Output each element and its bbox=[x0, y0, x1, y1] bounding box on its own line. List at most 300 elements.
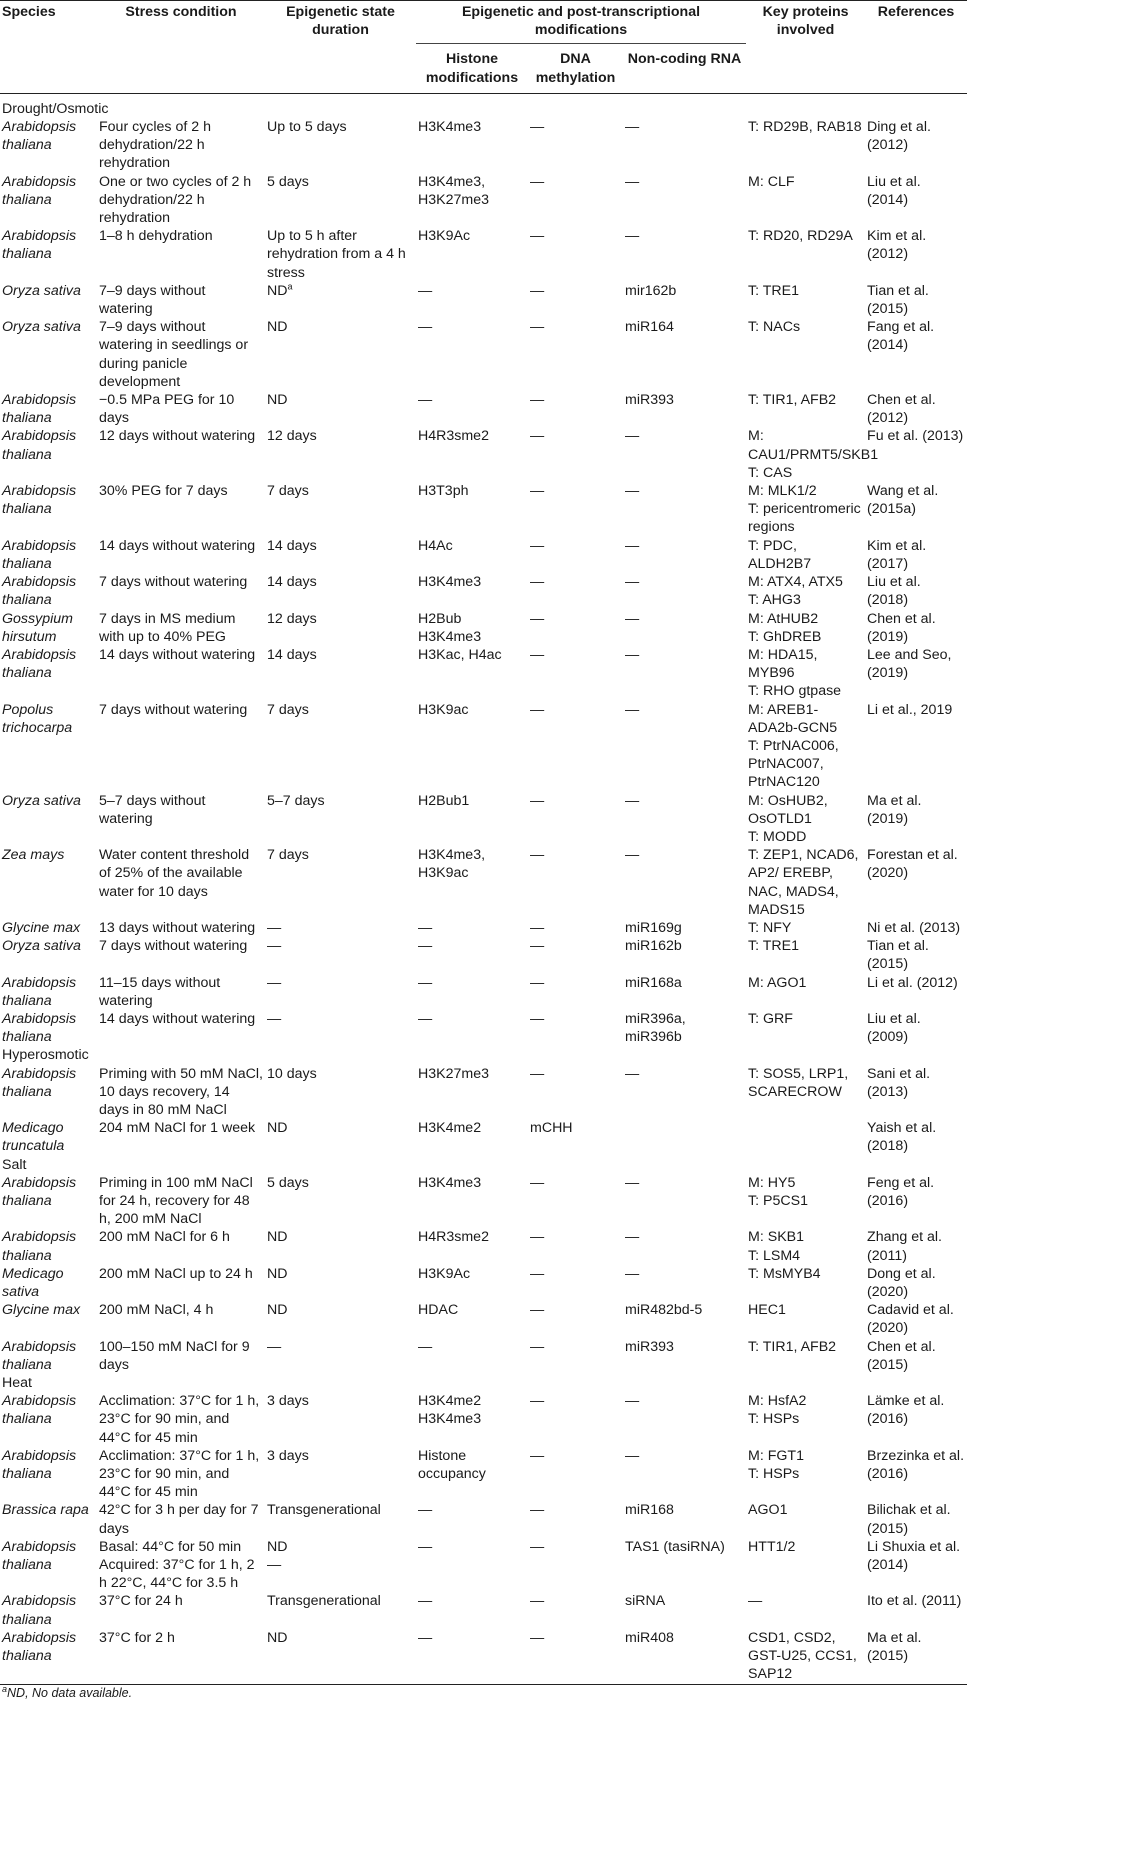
proteins-cell-text: M: ATX4, ATX5 T: AHG3 bbox=[748, 574, 843, 609]
reference-cell-text: Sani et al. (2013) bbox=[867, 1065, 931, 1100]
reference-cell-text: Forestan et al. (2020) bbox=[867, 847, 958, 882]
species-cell bbox=[0, 701, 97, 792]
proteins-cell bbox=[746, 1392, 865, 1447]
proteins-cell-text: M: MLK1/2 T: pericentromeric regions bbox=[748, 483, 861, 536]
proteins-cell bbox=[746, 118, 865, 173]
reference-cell bbox=[865, 1065, 967, 1120]
ncrna-cell bbox=[623, 1228, 746, 1264]
duration-cell-text: ND bbox=[267, 319, 288, 336]
species-cell bbox=[0, 173, 97, 228]
table-row bbox=[0, 846, 967, 919]
reference-cell bbox=[865, 1174, 967, 1229]
section-row bbox=[0, 93, 967, 118]
species-cell bbox=[0, 573, 97, 609]
proteins-cell bbox=[746, 701, 865, 792]
stress-cell-text: Four cycles of 2 h dehydration/22 h rehydration bbox=[99, 119, 211, 172]
ncrna-cell-text: miR393 bbox=[625, 1338, 674, 1355]
histone-cell-text: H2Bub1 bbox=[418, 792, 470, 809]
duration-cell-text: ND bbox=[267, 1120, 288, 1137]
histone-cell-text: — bbox=[418, 1338, 433, 1355]
duration-cell-text: 10 days bbox=[267, 1065, 317, 1082]
dna-cell bbox=[528, 919, 623, 937]
stress-cell bbox=[97, 937, 265, 973]
stress-cell-text: 7 days in MS medium with up to 40% PEG bbox=[99, 610, 236, 645]
ncrna-cell-text: — bbox=[625, 1065, 640, 1082]
dna-cell bbox=[528, 1174, 623, 1229]
ncrna-cell bbox=[623, 1538, 746, 1593]
dna-cell bbox=[528, 1392, 623, 1447]
histone-cell bbox=[416, 1010, 528, 1046]
proteins-cell bbox=[746, 610, 865, 646]
section-row bbox=[0, 1156, 967, 1174]
reference-cell-text: Kim et al. (2017) bbox=[867, 537, 927, 572]
histone-cell-text: H3K4me3 bbox=[418, 574, 482, 591]
ncrna-cell-text: miR168a bbox=[625, 974, 682, 991]
duration-cell bbox=[265, 1538, 416, 1593]
species-cell-text: Arabidopsis thaliana bbox=[2, 173, 77, 208]
table-row bbox=[0, 391, 967, 427]
reference-cell bbox=[865, 1265, 967, 1301]
species-cell-text: Arabidopsis thaliana bbox=[2, 537, 77, 572]
dna-cell-text: — bbox=[530, 1393, 545, 1410]
stress-cell-text: 12 days without watering bbox=[99, 428, 256, 445]
stress-cell-text: One or two cycles of 2 h dehydration/22 h rehydration bbox=[99, 173, 252, 227]
dna-cell bbox=[528, 1447, 623, 1502]
ncrna-cell bbox=[623, 1629, 746, 1685]
proteins-cell-text: T: RD29B, RAB18 bbox=[748, 119, 862, 136]
table-row bbox=[0, 1592, 967, 1628]
proteins-cell bbox=[746, 646, 865, 701]
species-cell bbox=[0, 427, 97, 482]
table-row bbox=[0, 1629, 967, 1685]
proteins-cell-text: T: NACs bbox=[748, 319, 801, 336]
dna-cell bbox=[528, 1501, 623, 1537]
dna-cell-text: — bbox=[530, 228, 545, 245]
histone-cell bbox=[416, 391, 528, 427]
histone-cell bbox=[416, 974, 528, 1010]
ncrna-cell-text: — bbox=[625, 574, 640, 591]
histone-cell bbox=[416, 1265, 528, 1301]
dna-cell bbox=[528, 1538, 623, 1593]
reference-cell bbox=[865, 537, 967, 573]
dna-cell bbox=[528, 1592, 623, 1628]
table-row bbox=[0, 937, 967, 973]
reference-cell bbox=[865, 282, 967, 318]
section-title: Drought/Osmotic bbox=[2, 100, 109, 117]
ncrna-cell-text: — bbox=[625, 537, 640, 554]
stress-cell bbox=[97, 318, 265, 391]
reference-cell-text: Dong et al. (2020) bbox=[867, 1265, 936, 1301]
proteins-cell bbox=[746, 1447, 865, 1502]
col-proteins-header: Key proteins involved bbox=[762, 4, 849, 39]
footnote bbox=[0, 1685, 967, 1700]
dna-cell-text: — bbox=[530, 319, 545, 336]
dna-cell-text: — bbox=[530, 1629, 545, 1646]
table-row bbox=[0, 1228, 967, 1264]
histone-cell bbox=[416, 646, 528, 701]
reference-cell-text: Liu et al. (2009) bbox=[867, 1010, 921, 1046]
species-cell-text: Oryza sativa bbox=[2, 319, 81, 336]
species-cell-text: Arabidopsis thaliana bbox=[2, 574, 77, 609]
histone-cell bbox=[416, 1592, 528, 1628]
section-row bbox=[0, 1374, 967, 1392]
reference-cell-text: Feng et al. (2016) bbox=[867, 1174, 935, 1209]
species-cell bbox=[0, 1010, 97, 1046]
proteins-cell-text: CSD1, CSD2, GST-U25, CCS1, SAP12 bbox=[748, 1629, 857, 1683]
histone-cell-text: H3K9Ac bbox=[418, 228, 471, 245]
duration-cell bbox=[265, 792, 416, 847]
ncrna-cell bbox=[623, 1010, 746, 1046]
histone-cell bbox=[416, 537, 528, 573]
duration-cell-text: 7 days bbox=[267, 847, 309, 864]
histone-cell bbox=[416, 919, 528, 937]
species-cell-text: Arabidopsis thaliana bbox=[2, 1538, 77, 1574]
duration-cell-text: ND bbox=[267, 282, 288, 299]
species-cell-text: Arabidopsis thaliana bbox=[2, 483, 77, 518]
histone-cell bbox=[416, 118, 528, 173]
dna-cell bbox=[528, 482, 623, 537]
stress-cell-text: 37°C for 24 h bbox=[99, 1593, 183, 1610]
species-cell-text: Arabidopsis thaliana bbox=[2, 1393, 77, 1428]
species-cell-text: Medicago truncatula bbox=[2, 1120, 65, 1155]
species-cell-text: Brassica rapa bbox=[2, 1502, 89, 1519]
species-cell-text: Oryza sativa bbox=[2, 938, 81, 955]
reference-cell-text: Kim et al. (2012) bbox=[867, 228, 927, 263]
table-row bbox=[0, 1338, 967, 1374]
species-cell bbox=[0, 1392, 97, 1447]
dna-cell-text: — bbox=[530, 1229, 545, 1246]
species-cell-text: Arabidopsis thaliana bbox=[2, 646, 77, 682]
dna-cell-text: — bbox=[530, 792, 545, 809]
proteins-cell-text: T: TRE1 bbox=[748, 282, 800, 299]
histone-cell bbox=[416, 1538, 528, 1593]
reference-cell bbox=[865, 974, 967, 1010]
dna-cell-text: — bbox=[530, 574, 545, 591]
species-cell bbox=[0, 1501, 97, 1537]
ncrna-cell bbox=[623, 318, 746, 391]
dna-cell bbox=[528, 1119, 623, 1155]
reference-cell-text: Zhang et al. (2011) bbox=[867, 1229, 942, 1264]
duration-cell-text: Up to 5 days bbox=[267, 119, 347, 136]
duration-cell-text: ND bbox=[267, 392, 288, 409]
histone-cell-text: — bbox=[418, 1593, 433, 1610]
histone-cell-text: — bbox=[418, 319, 433, 336]
reference-cell-text: Chen et al. (2015) bbox=[867, 1338, 936, 1373]
duration-cell bbox=[265, 1447, 416, 1502]
dna-cell-text: — bbox=[530, 1593, 545, 1610]
duration-cell bbox=[265, 610, 416, 646]
proteins-cell-text: M: OsHUB2, OsOTLD1 T: MODD bbox=[748, 792, 828, 845]
ncrna-cell-text: miR393 bbox=[625, 392, 674, 409]
histone-cell-text: — bbox=[418, 919, 433, 936]
histone-cell bbox=[416, 1392, 528, 1447]
ncrna-cell bbox=[623, 846, 746, 919]
species-cell-text: Arabidopsis thaliana bbox=[2, 1338, 77, 1373]
reference-cell-text: Brzezinka et al. (2016) bbox=[867, 1447, 965, 1483]
dna-cell bbox=[528, 1065, 623, 1120]
col-group-header: Epigenetic and post-transcriptional modifications bbox=[416, 1, 746, 44]
reference-cell bbox=[865, 573, 967, 609]
reference-cell-text: Cadavid et al. (2020) bbox=[867, 1302, 954, 1337]
section-title: Hyperosmotic bbox=[2, 1047, 89, 1064]
species-cell bbox=[0, 610, 97, 646]
duration-cell-text: 5 days bbox=[267, 173, 309, 190]
duration-cell bbox=[265, 846, 416, 919]
ncrna-cell bbox=[623, 1338, 746, 1374]
reference-cell-text: Liu et al. (2018) bbox=[867, 574, 921, 609]
table-row bbox=[0, 610, 967, 646]
reference-cell bbox=[865, 391, 967, 427]
ncrna-cell bbox=[623, 1592, 746, 1628]
dna-cell-text: — bbox=[530, 938, 545, 955]
proteins-cell-text: HTT1/2 bbox=[748, 1538, 796, 1555]
dna-cell-text: — bbox=[530, 610, 545, 627]
dna-cell-text: — bbox=[530, 428, 545, 445]
proteins-cell bbox=[746, 792, 865, 847]
histone-cell bbox=[416, 1065, 528, 1120]
ncrna-cell bbox=[623, 646, 746, 701]
dna-cell bbox=[528, 1629, 623, 1685]
stress-cell bbox=[97, 792, 265, 847]
reference-cell-text: Ma et al. (2019) bbox=[867, 792, 922, 827]
stress-cell-text: 14 days without watering bbox=[99, 537, 256, 554]
reference-cell-text: Wang et al. (2015a) bbox=[867, 483, 939, 518]
ncrna-cell bbox=[623, 937, 746, 973]
species-cell-text: Arabidopsis thaliana bbox=[2, 1593, 77, 1628]
reference-cell bbox=[865, 937, 967, 973]
stress-cell-text: 42°C for 3 h per day for 7 days bbox=[99, 1502, 259, 1537]
duration-cell bbox=[265, 1501, 416, 1537]
histone-cell-text: H3Kac, H4ac bbox=[418, 646, 502, 663]
stress-cell-text: 30% PEG for 7 days bbox=[99, 483, 228, 500]
reference-cell bbox=[865, 1538, 967, 1593]
duration-cell-text: 14 days bbox=[267, 537, 317, 554]
ncrna-cell-text: — bbox=[625, 701, 640, 718]
histone-cell-text: — bbox=[418, 1538, 433, 1555]
footnote-mark: a bbox=[2, 1684, 8, 1695]
dna-cell bbox=[528, 427, 623, 482]
ncrna-cell-text: miR162b bbox=[625, 938, 682, 955]
ncrna-cell-text: — bbox=[625, 1229, 640, 1246]
species-cell bbox=[0, 482, 97, 537]
col-species-header: Species bbox=[2, 4, 56, 20]
stress-cell-text: 7–9 days without watering in seedlings or during panicle development bbox=[99, 319, 249, 390]
species-cell bbox=[0, 974, 97, 1010]
duration-cell-text: 12 days bbox=[267, 610, 317, 627]
ncrna-cell-text: — bbox=[625, 119, 640, 136]
duration-cell bbox=[265, 974, 416, 1010]
ncrna-cell bbox=[623, 919, 746, 937]
duration-cell-text: — bbox=[267, 974, 282, 991]
stress-cell-text: 200 mM NaCl, 4 h bbox=[99, 1302, 214, 1319]
proteins-cell bbox=[746, 1592, 865, 1628]
col-stress-header: Stress condition bbox=[125, 4, 237, 20]
col-dna-header: DNA methylation bbox=[535, 51, 616, 86]
stress-cell-text: 200 mM NaCl up to 24 h bbox=[99, 1265, 253, 1282]
dna-cell bbox=[528, 537, 623, 573]
stress-cell-text: −0.5 MPa PEG for 10 days bbox=[99, 392, 235, 427]
ncrna-cell-text: miR482bd-5 bbox=[625, 1302, 703, 1319]
reference-cell bbox=[865, 1447, 967, 1502]
species-cell bbox=[0, 1301, 97, 1337]
dna-cell-text: — bbox=[530, 1538, 545, 1555]
reference-cell bbox=[865, 1592, 967, 1628]
dna-cell bbox=[528, 573, 623, 609]
species-cell-text: Glycine max bbox=[2, 1302, 81, 1319]
dna-cell-text: — bbox=[530, 701, 545, 718]
histone-cell-text: H3K27me3 bbox=[418, 1065, 489, 1082]
ncrna-cell-text: — bbox=[625, 847, 640, 864]
table-row bbox=[0, 701, 967, 792]
reference-cell bbox=[865, 482, 967, 537]
stress-cell-text: 7–9 days without watering bbox=[99, 282, 206, 318]
species-cell-text: Arabidopsis thaliana bbox=[2, 1065, 77, 1100]
duration-cell-text: ND bbox=[267, 1265, 288, 1282]
ncrna-cell-text: — bbox=[625, 428, 640, 445]
dna-cell-text: mCHH bbox=[530, 1120, 573, 1137]
stress-cell-text: 200 mM NaCl for 6 h bbox=[99, 1229, 230, 1246]
species-cell bbox=[0, 282, 97, 318]
duration-cell-text: ND — bbox=[267, 1538, 288, 1574]
stress-cell bbox=[97, 1174, 265, 1229]
duration-cell bbox=[265, 282, 416, 318]
dna-cell bbox=[528, 1265, 623, 1301]
duration-cell bbox=[265, 573, 416, 609]
reference-cell bbox=[865, 318, 967, 391]
histone-cell-text: H2Bub H3K4me3 bbox=[418, 610, 482, 645]
histone-cell-text: H3K4me3 bbox=[418, 119, 482, 136]
proteins-cell bbox=[746, 974, 865, 1010]
duration-cell-text: — bbox=[267, 919, 282, 936]
stress-cell-text: 7 days without watering bbox=[99, 701, 248, 718]
proteins-cell-text: M: HY5 T: P5CS1 bbox=[748, 1174, 808, 1209]
dna-cell bbox=[528, 1338, 623, 1374]
section-row bbox=[0, 1046, 967, 1064]
ncrna-cell bbox=[623, 1265, 746, 1301]
histone-cell-text: — bbox=[418, 938, 433, 955]
ncrna-cell bbox=[623, 1447, 746, 1502]
duration-cell bbox=[265, 427, 416, 482]
reference-cell bbox=[865, 846, 967, 919]
histone-cell bbox=[416, 427, 528, 482]
section-title: Salt bbox=[2, 1156, 27, 1173]
duration-cell bbox=[265, 118, 416, 173]
proteins-cell bbox=[746, 391, 865, 427]
reference-cell bbox=[865, 227, 967, 282]
dna-cell bbox=[528, 846, 623, 919]
proteins-cell bbox=[746, 1538, 865, 1593]
duration-cell-text: 3 days bbox=[267, 1393, 309, 1410]
proteins-cell bbox=[746, 537, 865, 573]
dna-cell bbox=[528, 282, 623, 318]
histone-cell-text: — bbox=[418, 1629, 433, 1646]
histone-cell bbox=[416, 610, 528, 646]
ncrna-cell bbox=[623, 1392, 746, 1447]
reference-cell-text: Bilichak et al. (2015) bbox=[867, 1502, 951, 1537]
duration-cell bbox=[265, 1629, 416, 1685]
proteins-cell bbox=[746, 318, 865, 391]
species-cell-text: Oryza sativa bbox=[2, 792, 81, 809]
histone-cell-text: H3K4me3 bbox=[418, 1174, 482, 1191]
species-cell-text: Arabidopsis thaliana bbox=[2, 228, 77, 263]
stress-cell-text: Priming with 50 mM NaCl, 10 days recovery, 14 days in 80 mM NaCl bbox=[99, 1065, 263, 1118]
ncrna-cell bbox=[623, 118, 746, 173]
ncrna-cell-text: — bbox=[625, 173, 640, 190]
duration-cell-text: 7 days bbox=[267, 483, 309, 500]
species-cell-text: Gossypium hirsutum bbox=[2, 610, 73, 645]
stress-cell bbox=[97, 482, 265, 537]
dna-cell bbox=[528, 1228, 623, 1264]
stress-cell bbox=[97, 282, 265, 318]
dna-cell bbox=[528, 173, 623, 228]
dna-cell-text: — bbox=[530, 1302, 545, 1319]
ncrna-cell-text: miR168 bbox=[625, 1502, 674, 1519]
reference-cell-text: Fu et al. (2013) bbox=[867, 428, 964, 445]
ncrna-cell-text: — bbox=[625, 1393, 640, 1410]
dna-cell-text: — bbox=[530, 1502, 545, 1519]
dna-cell bbox=[528, 118, 623, 173]
table-row bbox=[0, 1501, 967, 1537]
stress-cell-text: Acclimation: 37°C for 1 h, 23°C for 90 min, and 44°C for 45 min bbox=[99, 1393, 260, 1446]
dna-cell-text: — bbox=[530, 282, 545, 299]
proteins-cell-text: M: AGO1 bbox=[748, 974, 807, 991]
dna-cell-text: — bbox=[530, 847, 545, 864]
ncrna-cell-text: siRNA bbox=[625, 1593, 666, 1610]
duration-cell bbox=[265, 1065, 416, 1120]
proteins-cell bbox=[746, 1265, 865, 1301]
reference-cell-text: Li et al., 2019 bbox=[867, 701, 953, 718]
stress-cell bbox=[97, 1447, 265, 1502]
proteins-cell-text: T: ZEP1, NCAD6, AP2/ EREBP, NAC, MADS4, MADS15 bbox=[748, 847, 859, 918]
proteins-cell bbox=[746, 1629, 865, 1685]
dna-cell-text: — bbox=[530, 919, 545, 936]
proteins-cell bbox=[746, 1228, 865, 1264]
proteins-cell-text: M: AtHUB2 T: GhDREB bbox=[748, 610, 822, 645]
dna-cell bbox=[528, 318, 623, 391]
table-row bbox=[0, 646, 967, 701]
duration-cell bbox=[265, 1010, 416, 1046]
proteins-cell-text: T: NFY bbox=[748, 919, 792, 936]
species-cell bbox=[0, 391, 97, 427]
reference-cell-text: Ito et al. (2011) bbox=[867, 1593, 962, 1610]
duration-cell bbox=[265, 1392, 416, 1447]
duration-cell bbox=[265, 173, 416, 228]
proteins-cell bbox=[746, 1119, 865, 1155]
reference-cell-text: Li Shuxia et al. (2014) bbox=[867, 1538, 961, 1574]
ncrna-cell-text: — bbox=[625, 483, 640, 500]
species-cell bbox=[0, 1338, 97, 1374]
reference-cell-text: Ma et al. (2015) bbox=[867, 1629, 922, 1665]
stress-cell-text: 100–150 mM NaCl for 9 days bbox=[99, 1338, 250, 1373]
ncrna-cell-text: miR164 bbox=[625, 319, 674, 336]
duration-cell bbox=[265, 1592, 416, 1628]
reference-cell-text: Ding et al. (2012) bbox=[867, 119, 931, 154]
histone-cell bbox=[416, 482, 528, 537]
stress-cell bbox=[97, 974, 265, 1010]
duration-cell-text: 12 days bbox=[267, 428, 317, 445]
species-cell-text: Arabidopsis thaliana bbox=[2, 428, 77, 463]
proteins-cell-text: M: AREB1-ADA2b-GCN5 T: PtrNAC006, PtrNAC007, PtrNAC120 bbox=[748, 701, 839, 791]
proteins-cell bbox=[746, 1174, 865, 1229]
reference-cell-text: Liu et al. (2014) bbox=[867, 173, 921, 208]
histone-cell-text: H3K9ac bbox=[418, 701, 469, 718]
stress-cell-text: 5–7 days without watering bbox=[99, 792, 206, 827]
dna-cell bbox=[528, 391, 623, 427]
ncrna-cell bbox=[623, 282, 746, 318]
species-cell bbox=[0, 846, 97, 919]
ncrna-cell-text: — bbox=[625, 1174, 640, 1191]
stress-cell bbox=[97, 1392, 265, 1447]
